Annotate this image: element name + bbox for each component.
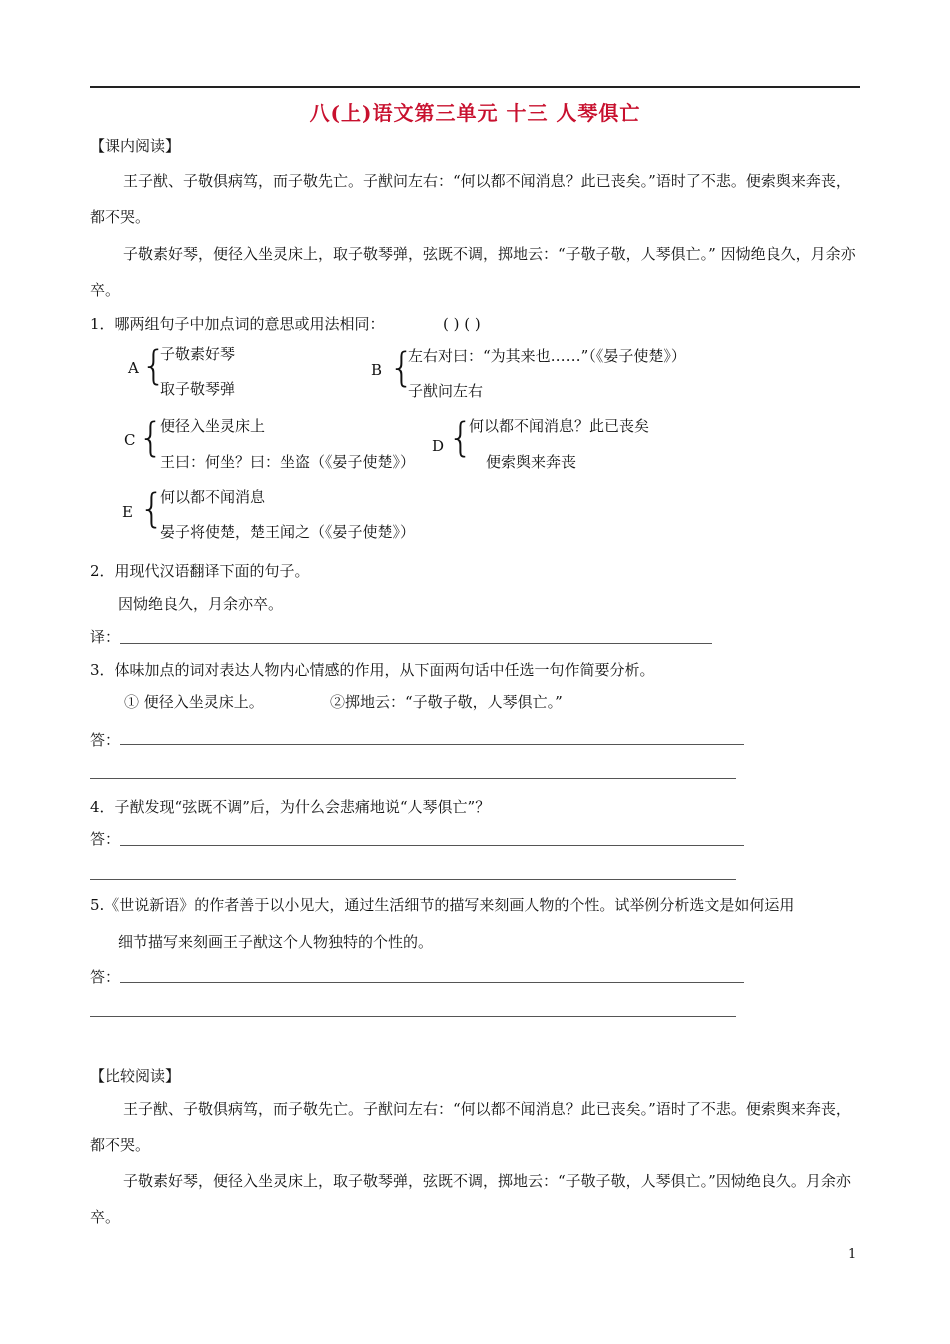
option-c-line-2: 王曰：何坐？曰：坐盗（《晏子使楚》）	[160, 453, 416, 471]
option-a-brace-icon: {	[141, 343, 167, 389]
option-c-line-1: 便径入坐灵床上	[160, 417, 266, 435]
comparison-paragraph-1: 王子猷、子敬俱病笃，而子敬先亡。子猷问左右：“何以都不闻消息？此已丧矣。”语时了不悲。便索舆来奔丧，都不哭。	[90, 1100, 851, 1154]
option-a-line-2: 取子敬琴弹	[160, 380, 236, 398]
q3-sentence-1: ① 便径入坐灵床上。	[124, 693, 264, 711]
q3-answer-line-1[interactable]	[120, 744, 744, 745]
q1-stem: 1．哪两组句子中加点词的意思或用法相同：	[90, 315, 385, 333]
option-b-line-2: 子猷问左右	[408, 382, 484, 400]
q3-answer-label: 答：	[90, 731, 121, 749]
section-heading-in-class: 【课内阅读】	[90, 137, 181, 155]
q4-answer-line-2[interactable]	[90, 879, 736, 880]
q2-answer-line[interactable]	[120, 643, 712, 644]
option-d-brace-icon: {	[448, 415, 474, 461]
q5-answer-label: 答：	[90, 968, 121, 986]
option-e-brace-icon: {	[139, 486, 165, 532]
q5-stem-line-1: 5.《世说新语》的作者善于以小见大，通过生活细节的描写来刻画人物的个性。试举例分析选文是如何运用	[90, 896, 795, 914]
option-b-line-1: 左右对曰：“为其来也……”（《晏子使楚》）	[408, 347, 686, 365]
q5-answer-line-2[interactable]	[90, 1016, 736, 1017]
q4-answer-line-1[interactable]	[120, 845, 744, 846]
option-e-line-2: 晏子将使楚，楚王闻之（《晏子使楚》）	[160, 523, 416, 541]
q5-stem-line-2: 细节描写来刻画王子猷这个人物独特的个性的。	[118, 933, 434, 951]
q5-answer-line-1[interactable]	[120, 982, 744, 983]
option-a-line-1: 子敬素好琴	[160, 345, 236, 363]
page-title: 八(上)语文第三单元 十三 人琴俱亡	[309, 101, 641, 125]
comparison-paragraph-2: 子敬素好琴，便径入坐灵床上，取子敬琴弹，弦既不调，掷地云：“子敬子敬，人琴俱亡。”因恸绝良久。月余亦卒。	[90, 1172, 851, 1226]
page-number: 1	[848, 1247, 857, 1262]
option-a-label: A	[128, 359, 139, 377]
passage-paragraph-1: 王子猷、子敬俱病笃，而子敬先亡。子猷问左右：“何以都不闻消息？此已丧矣。”语时了不悲。便索舆来奔丧，都不哭。	[90, 172, 851, 226]
section-heading-comparison: 【比较阅读】	[90, 1067, 181, 1085]
option-c-brace-icon: {	[138, 415, 164, 461]
q3-sentence-2: ②掷地云：“子敬子敬，人琴俱亡。”	[330, 693, 563, 711]
passage-paragraph-2: 子敬素好琴，便径入坐灵床上，取子敬琴弹，弦既不调，掷地云：“子敬子敬，人琴俱亡。” 因恸绝良久，月余亦卒。	[90, 245, 856, 299]
q3-answer-line-2[interactable]	[90, 778, 736, 779]
option-d-line-2: 便索舆来奔丧	[486, 453, 577, 471]
option-e-label: E	[122, 503, 133, 521]
q2-answer-label: 译：	[90, 628, 121, 646]
option-d-line-1: 何以都不闻消息？此已丧矣	[469, 417, 650, 435]
option-d-label: D	[432, 437, 445, 455]
q2-stem: 2．用现代汉语翻译下面的句子。	[90, 562, 310, 580]
option-b-label: B	[371, 361, 383, 379]
option-b-brace-icon: {	[389, 345, 415, 391]
q1-answer-blanks: ( ) ( )	[443, 315, 481, 333]
q4-answer-label: 答：	[90, 830, 121, 848]
header-rule	[90, 86, 860, 88]
option-e-line-1: 何以都不闻消息	[160, 488, 266, 506]
option-c-label: C	[124, 431, 136, 449]
q3-stem: 3．体味加点的词对表达人物内心情感的作用，从下面两句话中任选一句作简要分析。	[90, 661, 655, 679]
q2-sentence: 因恸绝良久，月余亦卒。	[118, 595, 284, 613]
q4-stem: 4．子猷发现“弦既不调”后，为什么会悲痛地说“人琴俱亡”？	[90, 798, 491, 816]
